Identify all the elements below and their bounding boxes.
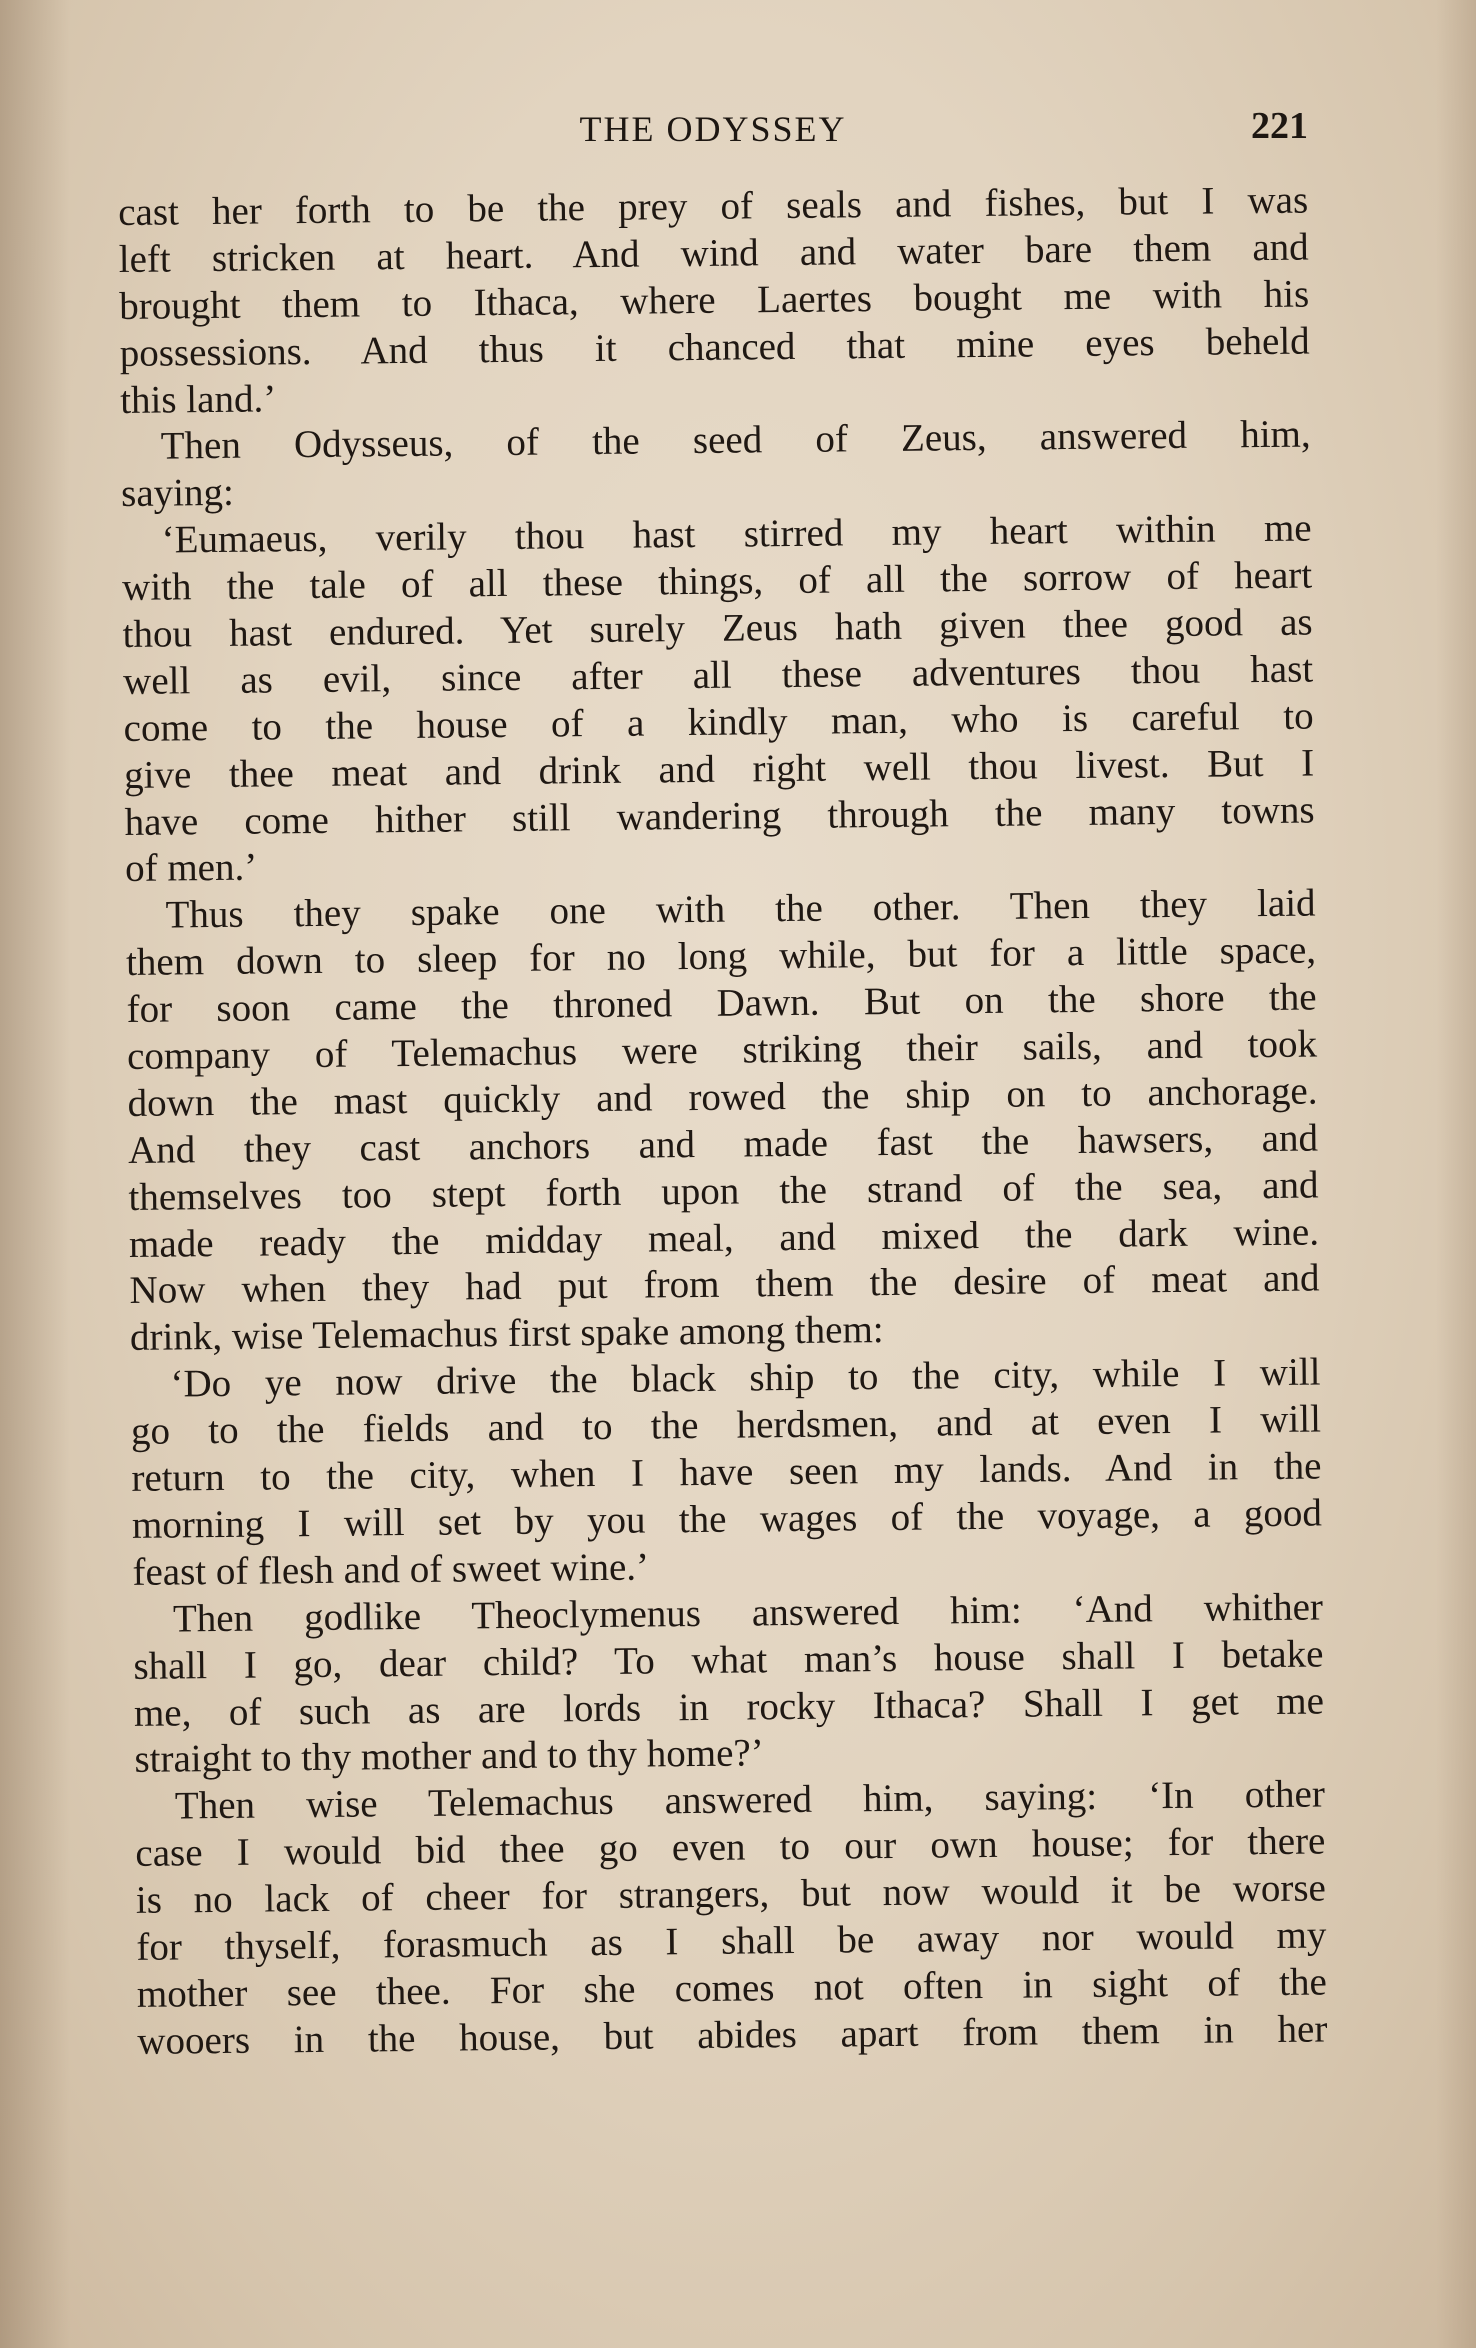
text-line: ‘Eumaeus, verily thou hast stirred my heart within me bbox=[161, 506, 1312, 562]
text-line: brought them to Ithaca, where Laertes bought me with his bbox=[118, 272, 1310, 328]
text-line: Now when they had put from them the desire of meat and bbox=[129, 1256, 1320, 1313]
text-line: have come hither still wandering through the many towns bbox=[124, 788, 1315, 844]
text-line: saying: bbox=[120, 471, 235, 516]
text-line: is no lack of cheer for strangers, but now would it be worse bbox=[135, 1866, 1327, 1922]
text-line: drink, wise Telemachus first spake among them: bbox=[129, 1308, 884, 1360]
body-text bbox=[118, 178, 1328, 2066]
text-line: this land.’ bbox=[119, 376, 277, 422]
text-line: come to the house of a kindly man, who is careful to bbox=[123, 694, 1314, 750]
text-line: Then godlike Theoclymenus answered him: ‘And whither bbox=[172, 1585, 1324, 1641]
text-line: morning I will set by you the wages of the voyage, a good bbox=[131, 1491, 1323, 1547]
text-line: Then Odysseus, of the seed of Zeus, answered him, bbox=[160, 412, 1311, 469]
text-line: wooers in the house, but abides apart from them in her bbox=[137, 2007, 1328, 2063]
text-line: shall I go, dear child? To what man’s house shall I betake bbox=[133, 1632, 1324, 1688]
text-line: with the tale of all these things, of all the sorrow of heart bbox=[121, 553, 1313, 610]
running-head: THE ODYSSEY bbox=[579, 109, 847, 149]
text-line: for thyself, forasmuch as I shall be away nor would my bbox=[136, 1913, 1327, 1969]
text-line: made ready the midday meal, and mixed the dark wine. bbox=[128, 1210, 1320, 1266]
page-header bbox=[118, 105, 1308, 158]
text-line: Then wise Telemachus answered him, saying: ‘In other bbox=[174, 1772, 1326, 1828]
text-line: them down to sleep for no long while, but for a little space, bbox=[125, 928, 1317, 985]
text-line: cast her forth to be the prey of seals and fishes, but I was bbox=[118, 178, 1309, 234]
text-line: Thus they spake one with the other. Then they laid bbox=[165, 881, 1316, 937]
text-line: well as evil, since after all these adventures thou hast bbox=[122, 647, 1314, 703]
text-line: down the mast quickly and rowed the ship on to anchorage. bbox=[127, 1069, 1318, 1125]
text-line: thou hast endured. Yet surely Zeus hath given thee good as bbox=[122, 600, 1313, 656]
text-line: And they cast anchors and made fast the hawsers, and bbox=[127, 1116, 1319, 1172]
text-line: of men.’ bbox=[124, 846, 258, 891]
text-line: case I would bid thee go even to our own house; for there bbox=[135, 1819, 1326, 1876]
text-line: feast of flesh and of sweet wine.’ bbox=[132, 1545, 650, 1594]
text-line: me, of such as are lords in rocky Ithaca? Shall I get me bbox=[133, 1678, 1325, 1735]
text-line: company of Telemachus were striking their sails, and took bbox=[126, 1022, 1318, 1078]
text-line: straight to thy mother and to thy home?’ bbox=[134, 1731, 764, 1782]
text-line: give thee meat and drink and right well thou livest. But I bbox=[123, 741, 1315, 797]
text-line: left stricken at heart. And wind and water bare them and bbox=[118, 225, 1309, 281]
text-line: return to the city, when I have seen my lands. And in the bbox=[131, 1444, 1322, 1500]
text-line: mother see thee. For she comes not often in sight of the bbox=[136, 1960, 1328, 2016]
text-line: themselves too stept forth upon the strand of the sea, and bbox=[128, 1163, 1319, 1219]
text-line: for soon came the throned Dawn. But on the shore the bbox=[126, 975, 1317, 1032]
text-line: ‘Do ye now drive the black ship to the city, while I will bbox=[170, 1350, 1321, 1406]
text-line: go to the fields and to the herdsmen, and at even I will bbox=[130, 1397, 1322, 1454]
text-line: possessions. And thus it chanced that mine eyes beheld bbox=[119, 319, 1310, 375]
page-number: 221 bbox=[1251, 105, 1308, 147]
